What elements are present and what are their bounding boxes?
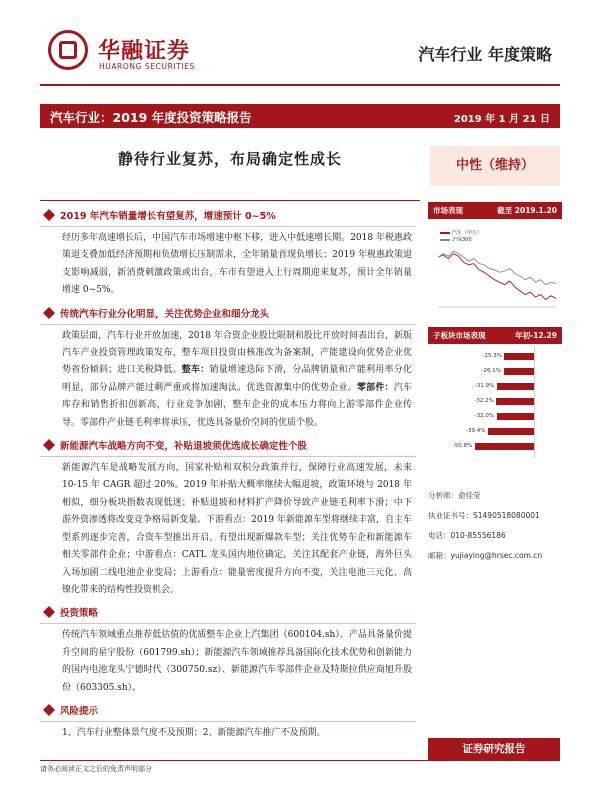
bar-row (428, 427, 562, 436)
report-type: 汽车行业 年度策略 (418, 45, 552, 64)
section-body: 1、汽车行业整体景气度不及预期；2、新能源汽车推广不及预期。 (62, 727, 326, 738)
bar (488, 428, 534, 435)
logo-chinese-name: 华融证券 (98, 39, 191, 64)
series-line-1 (438, 254, 556, 300)
bar-value-label: -32.0% (474, 413, 495, 419)
legend-series-2: 沪深300 (452, 237, 472, 243)
bar-row (428, 442, 562, 451)
bar (496, 398, 534, 405)
footer-rule (40, 760, 560, 761)
diamond-bullet-icon (43, 439, 55, 451)
bar-row (428, 397, 562, 406)
sidebar (428, 202, 562, 462)
panel-title: 市场表现 (433, 206, 463, 215)
body-text: 汽车库存和销售折扣创新高，行业竞争加剧，整车企业的成本压力将向上游零部件企业传导。零部件产业链毛利率将承压，优选具备量价空间的优质个股。 (62, 382, 412, 428)
section-title: 投资策略 (60, 608, 99, 620)
bar (504, 353, 534, 360)
legend-series-1: 汽车（申万） (452, 230, 483, 236)
section-title: 风险提示 (60, 705, 99, 717)
huarong-logo-icon (48, 30, 88, 70)
body-text: 政策层面，汽车行业开放加速，2018 年合资企业股比限制和股比开放时间表出台，新版汽车产业投资管理政策发布，整车项目投资由核准改为备案制，产能建设向优势企业优势省份倾斜；进口关税降低。 (62, 330, 412, 376)
main-content (40, 202, 416, 742)
panel-title: 子板块市场表现 (433, 331, 486, 340)
body-bold-label: 零部件： (356, 382, 394, 393)
section-traditional-auto (40, 303, 416, 432)
bar-row (428, 412, 562, 421)
rating-badge (430, 146, 560, 186)
diamond-bullet-icon (43, 209, 55, 221)
section-new-energy (40, 435, 416, 599)
bar (497, 413, 534, 420)
bar-row (428, 352, 562, 361)
logo-english-name: HUARONG SECURITIES (99, 62, 195, 71)
phone-label: 电话： (428, 531, 451, 540)
series-line-2 (438, 251, 556, 285)
market-panel-header (428, 202, 562, 219)
headline-rule (40, 200, 420, 201)
body-text: 销量增速迭际下滑，分品牌销量和产能利用率分化明显，部分品牌产能过剩严重或将加速淘汰。优选资源集中的优势企业。 (62, 365, 412, 393)
bar-value-label: -31.9% (474, 383, 495, 389)
bar-value-label: -26.1% (481, 368, 502, 374)
section-body (40, 328, 416, 432)
analyst-cert: 执业证书号：S1490518080001 (428, 511, 540, 520)
analyst-name: 分析师：俞佳莹 (428, 491, 481, 500)
title-bar (40, 104, 560, 128)
section-title: 传统汽车行业分化明显，关注优势企业和细分龙头 (60, 308, 270, 320)
email-label: 邮箱： (428, 551, 451, 560)
subsector-panel-header (428, 327, 562, 344)
section-title: 新能源汽车战略方向不变，补贴退坡须优选成长确定性个股 (60, 441, 308, 453)
bar-value-label: -25.3% (482, 353, 502, 359)
section-investment-strategy (40, 602, 416, 697)
analyst-email (428, 546, 562, 566)
diamond-bullet-icon (43, 307, 55, 319)
bar-value-label: -32.2% (474, 398, 494, 404)
bar (504, 368, 534, 375)
report-badge (428, 738, 560, 760)
analyst-phone (428, 526, 562, 546)
bar-row (428, 367, 562, 376)
bar (475, 443, 534, 450)
body-bold-label: 整车： (181, 365, 210, 376)
diamond-bullet-icon (43, 606, 55, 618)
panel-date: 截至 2019.1.20 (497, 206, 557, 215)
report-title: 汽车行业：2019 年度投资策略报告 (50, 110, 252, 125)
analyst-info (428, 486, 562, 566)
disclaimer: 请务必阅读正文之后的免责声明部分 (40, 765, 152, 773)
bar (497, 383, 534, 390)
line-chart-legend (440, 229, 482, 243)
bar-row (428, 382, 562, 391)
subsector-bar-chart (428, 346, 562, 462)
header-divider (40, 84, 560, 86)
section-body: 传统汽车领域重点推荐低估值的优质整车企业上汽集团（600104.sh）、产品具备量价提升空间的星宇股份（601799.sh）；新能源汽车领域推荐具备国际化技术优势和创新能力的国内电池龙头宁德时代（300750.sz）、新能源汽车零部件企业及特斯拉供应商旭升股份（603305.sh）。 (62, 630, 412, 693)
phone-value: 010-85556186 (450, 531, 506, 540)
section-body: 新能源汽车是战略发展方向，国家补贴和双积分政策并行，保障行业高速发展，未来 10-15 年 CAGR 超过 20%。2019 年补贴大概率继续大幅退坡，政策环境与 2018 年相似，细分板块指数表现低迷；补贴退坡和材料扩产降价导致产业链毛利率下滑；中下游外资渗透将改变竞争格局新变量。下游看点：2019 年新能源车型将继续丰富，自主车型系列逐步完善，合资车型推出开启，有望出现新爆款车型；关注优势车企和新能源车相关零部件企业；中游看点：CATL 龙头国内地位确定，关注其配套产业链，海外巨头入场加剧二线电池企业变局；上游看点：能量密度提升方向不变，关注电池三元化、高镍化带来的结构性投资机会。 (62, 463, 412, 595)
email-value[interactable]: yujiaying@hrsec.com.cn (450, 551, 543, 560)
section-body: 经历多年高速增长后，中国汽车市场增速中枢下移，进入中低速增长期。2018 年税惠政策退支叠加低经济预期和负债增长压制需求，全年销量首现负增长；2019 年税惠政策退支影响减弱，新消费刺激政策或出台，车市有望进入上行周期迎来复苏，预计全年销量增速 0~5%。 (62, 233, 412, 296)
section-risks (40, 700, 416, 742)
rating-text: 中性（维持） (455, 158, 534, 173)
report-date: 2019 年 1 月 21 日 (453, 114, 550, 125)
headline: 静待行业复苏，布局确定性成长 (117, 150, 342, 168)
bar-value-label: -50.8% (452, 443, 473, 449)
page-header (0, 0, 600, 100)
badge-text: 证券研究报告 (462, 743, 526, 755)
market-line-chart (428, 223, 562, 323)
section-sales-outlook (40, 205, 416, 300)
bar-value-label: -39.4% (466, 428, 486, 434)
section-title: 2019 年汽车销量增长有望复苏，增速预计 0~5% (60, 211, 276, 222)
diamond-bullet-icon (43, 704, 55, 716)
panel-date: 年初-12.29 (515, 331, 557, 340)
